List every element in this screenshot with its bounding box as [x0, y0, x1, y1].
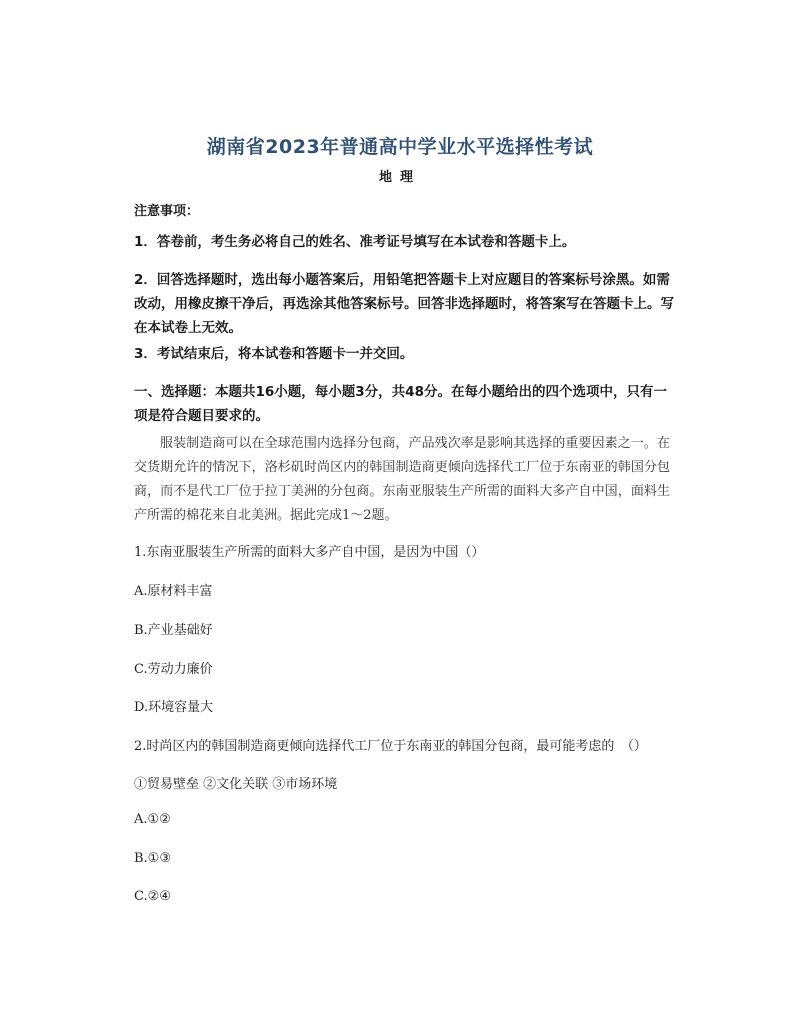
- question-1-option-c: C.劳动力廉价: [134, 662, 213, 677]
- question-1-option-d: D.环境容量大: [134, 700, 214, 715]
- question-1-option-b: B.产业基础好: [134, 623, 213, 638]
- question-1-stem: 1.东南亚服装生产所需的面料大多产自中国，是因为中国（）: [134, 545, 485, 560]
- question-2-factors: ①贸易壁垒 ②文化关联 ③市场环境: [134, 777, 338, 792]
- notice-heading: 注意事项：: [134, 204, 200, 219]
- question-1-option-a: A.原材料丰富: [134, 584, 213, 599]
- question-2-option-a: A.①②: [134, 812, 171, 827]
- notice-item-3: 3．考试结束后，将本试卷和答题卡一并交回。: [134, 346, 414, 362]
- question-2-option-b: B.①③: [134, 851, 171, 866]
- notice-item-2: 2．回答选择题时，选出每小题答案后，用铅笔把答题卡上对应题目的答案标号涂黑。如需改动，用橡皮擦干净后，再选涂其他答案标号。回答非选择题时，将答案写在答题卡上。写在本试卷上无效。: [134, 272, 674, 336]
- section-heading: 一、选择题：本题共16小题，每小题3分，共48分。在每小题给出的四个选项中，只有一项是符合题目要求的。: [134, 384, 667, 424]
- page-title: 湖南省2023年普通高中学业水平选择性考试: [206, 136, 594, 158]
- question-2-option-c: C.②④: [134, 889, 171, 904]
- notice-item-1: 1．答卷前，考生务必将自己的姓名、准考证号填写在本试卷和答题卡上。: [134, 234, 576, 250]
- reading-passage: 服装制造商可以在全球范围内选择分包商，产品残次率是影响其选择的重要因素之一。在交货期允许的情况下，洛杉矶时尚区内的韩国制造商更倾向选择代工厂位于东南亚的韩国分包商，而不是代工厂位于拉丁美洲的分包商。东南亚服装生产所需的面料大多产自中国，面料生产所需的棉花来自北美洲。据此完成1～2题。: [134, 436, 670, 523]
- question-2-stem: 2.时尚区内的韩国制造商更倾向选择代工厂位于东南亚的韩国分包商，最可能考虑的 （）: [134, 739, 647, 754]
- subject-label: 地理: [378, 170, 421, 185]
